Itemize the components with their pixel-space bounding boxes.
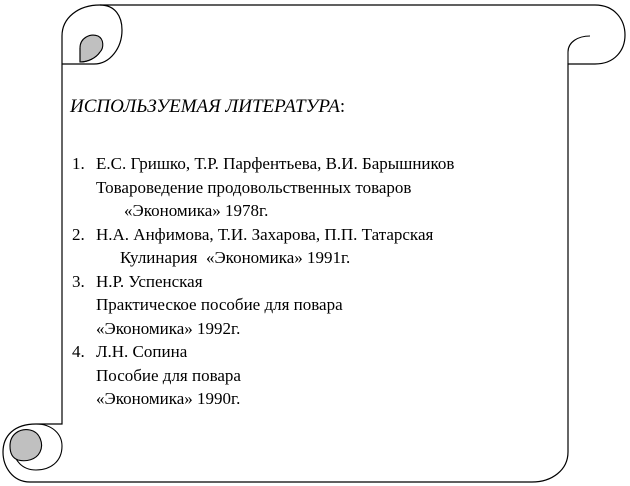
reference-title-publisher: Кулинария «Экономика» 1991г. xyxy=(120,248,351,267)
title-colon: : xyxy=(339,96,346,117)
reference-number: 1. xyxy=(72,154,85,173)
reference-number: 4. xyxy=(72,342,85,361)
reference-publisher: «Экономика» 1992г. xyxy=(96,318,241,338)
page-title xyxy=(70,96,345,118)
reference-list xyxy=(72,152,454,411)
reference-title: Практическое пособие для повара xyxy=(96,295,343,314)
reference-authors: Н.А. Анфимова, Т.И. Захарова, П.П. Татарская xyxy=(96,224,434,244)
reference-authors: Е.С. Гришко, Т.Р. Парфентьева, В.И. Барышников xyxy=(96,154,455,173)
reference-number: 3. xyxy=(72,271,85,291)
reference-title: Товароведение продовольственных товаров xyxy=(96,177,412,197)
reference-title: Пособие для повара xyxy=(96,365,241,385)
reference-item-1 xyxy=(72,152,454,223)
reference-item-2 xyxy=(72,223,454,270)
reference-publisher: «Экономика» 1990г. xyxy=(96,389,241,408)
title-text: ИСПОЛЬЗУЕМАЯ ЛИТЕРАТУРА xyxy=(70,96,340,117)
reference-authors: Н.Р. Успенская xyxy=(96,271,203,291)
reference-item-3 xyxy=(72,270,454,341)
reference-authors: Л.Н. Сопина xyxy=(96,342,188,361)
reference-number: 2. xyxy=(72,224,85,244)
reference-item-4 xyxy=(72,340,454,411)
reference-publisher: «Экономика» 1978г. xyxy=(124,201,269,220)
